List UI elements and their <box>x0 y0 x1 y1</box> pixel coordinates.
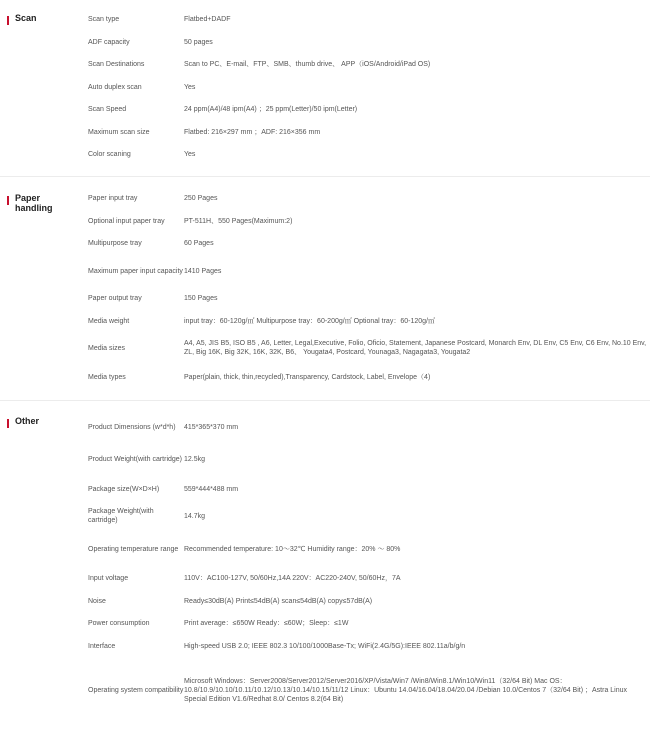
spec-row <box>88 449 648 469</box>
spec-label: Operating system compatibility <box>88 686 184 694</box>
spec-value: PT-511H、550 Pages(Maximum:2) <box>184 218 293 225</box>
spec-row <box>88 238 648 249</box>
spec-value: 60 Pages <box>184 240 214 247</box>
spec-value: 250 Pages <box>184 195 218 202</box>
spec-value: 12.5kg <box>184 455 206 463</box>
spec-row <box>88 293 648 304</box>
spec-label: Maximum scan size <box>88 129 150 136</box>
section-accent-bar <box>7 196 9 205</box>
spec-value: Yes <box>184 84 196 91</box>
section-accent-bar <box>7 16 9 25</box>
spec-label: Product Weight(with cartridge) <box>88 455 183 463</box>
section-divider <box>0 400 650 401</box>
spec-value: 14.7kg <box>184 512 206 520</box>
spec-row <box>88 37 648 48</box>
spec-value: 110V：AC100-127V, 50/60Hz,14A 220V：AC220-240V, 50/60Hz，7A <box>184 575 401 582</box>
spec-row <box>88 216 648 227</box>
spec-row <box>88 338 648 358</box>
spec-label: Multipurpose tray <box>88 240 142 247</box>
spec-row <box>88 372 648 383</box>
spec-value: Microsoft Windows：Server2008/Server2012/Server2016/XP/Vista/Win7 /Win8/Win8.1/Win10/Win11（32/64 Bit) Mac OS：10.8/10.9/10.10/10.11/10.12/10.13/10.14/10.15/11/12 Linux：Ubuntu 14.04/16.04/18.04/20.04 /Debian 10.0/Centos 7（32/64 Bit) ；Astra Linux Special Edition V1.6/Redhat 8.0/ Centos 8.2(64 Bit) <box>184 677 628 703</box>
section-title-paper-handling <box>7 194 53 213</box>
spec-label: Color scaning <box>88 151 131 158</box>
spec-value: 150 Pages <box>184 295 218 302</box>
spec-row <box>88 127 648 138</box>
spec-label: Package size(W×D×H) <box>88 486 160 493</box>
spec-value: Yes <box>184 151 196 158</box>
spec-label: Optional input paper tray <box>88 218 165 225</box>
section-heading-line: handling <box>15 202 53 213</box>
section-divider <box>0 176 650 177</box>
spec-row <box>88 149 648 160</box>
spec-value: High-speed USB 2.0; IEEE 802.3 10/100/1000Base-Tx; WiFi(2.4G/5G):IEEE 802.11a/b/g/n <box>184 643 466 650</box>
spec-value: 1410 Pages <box>184 267 222 275</box>
spec-label: Scan Speed <box>88 106 127 113</box>
spec-label: Noise <box>88 598 106 605</box>
spec-value: 415*365*370 mm <box>184 423 239 431</box>
spec-label: Paper input tray <box>88 195 138 202</box>
section-title-other <box>7 417 39 428</box>
section-title-scan <box>7 14 37 25</box>
spec-row <box>88 662 648 718</box>
spec-row <box>88 506 648 526</box>
spec-value: A4, A5, JIS B5, ISO B5 , A6, Letter, Legal,Executive, Folio, Oficio, Statement, Japanese Postcard, Monarch Env, DL Env, C5 Env, C6 Env, No.10 Env, ZL, Big 16K, Big 32K, 16K, 32K, B6、 Yougata4, Postcard, Younaga3, Nagagata3, Yougata2 <box>184 340 647 356</box>
spec-value: Recommended temperature: 10～32℃ Humidity range：20% ～ 80% <box>184 545 401 553</box>
spec-row <box>88 14 648 25</box>
spec-row <box>88 484 648 495</box>
spec-value: Flatbed: 216×297 mm ；ADF: 216×356 mm <box>184 129 321 136</box>
spec-row <box>88 193 648 204</box>
spec-label: Media types <box>88 374 126 381</box>
spec-label: Scan type <box>88 16 120 23</box>
spec-value: input tray：60-120g/㎡ Multipurpose tray：60-200g/㎡ Optional tray：60-120g/㎡ <box>184 318 435 325</box>
spec-value: 559*444*488 mm <box>184 486 239 493</box>
section-heading-line: Paper <box>15 193 41 203</box>
spec-label: Power consumption <box>88 620 150 627</box>
section-heading: Other <box>15 416 40 426</box>
spec-row <box>88 596 648 607</box>
spec-label: Paper output tray <box>88 295 142 302</box>
spec-row <box>88 573 648 584</box>
spec-label: Maximum paper input capacity <box>88 267 183 275</box>
section-heading <box>15 194 53 213</box>
spec-label: Scan Destinations <box>88 61 145 68</box>
spec-row <box>88 417 648 437</box>
spec-label: Package Weight(with cartridge) <box>88 508 154 524</box>
spec-value: Paper(plain, thick, thin,recycled),Transparency, Cardstock, Label, Envelope（4) <box>184 374 431 381</box>
spec-row <box>88 539 648 559</box>
spec-value: Ready≤30dB(A) Print≤54dB(A) scan≤54dB(A) copy≤57dB(A) <box>184 598 373 605</box>
spec-label: Media sizes <box>88 344 125 352</box>
spec-value: 24 ppm(A4)/48 ipm(A4) ；25 ppm(Letter)/50 ipm(Letter) <box>184 106 358 113</box>
spec-row <box>88 316 648 327</box>
spec-row <box>88 618 648 629</box>
spec-label: Media weight <box>88 318 130 325</box>
spec-value: Scan to PC、E-mail、FTP、SMB、thumb drive、 APP（iOS/Android/iPad OS) <box>184 61 431 68</box>
spec-label: ADF capacity <box>88 39 130 46</box>
spec-label: Input voltage <box>88 575 129 582</box>
spec-label: Auto duplex scan <box>88 84 142 91</box>
spec-row <box>88 641 648 652</box>
spec-row <box>88 261 648 281</box>
spec-row <box>88 59 648 70</box>
spec-label: Product Dimensions (w*d*h) <box>88 423 176 431</box>
section-accent-bar <box>7 419 9 428</box>
spec-row <box>88 82 648 93</box>
spec-label: Interface <box>88 643 116 650</box>
section-heading: Scan <box>15 13 37 23</box>
spec-value: Flatbed+DADF <box>184 16 231 23</box>
spec-row <box>88 104 648 115</box>
spec-value: Print average：≤650W Ready：≤60W；Sleep：≤1W <box>184 620 349 627</box>
spec-label: Operating temperature range <box>88 545 179 553</box>
spec-value: 50 pages <box>184 39 213 46</box>
